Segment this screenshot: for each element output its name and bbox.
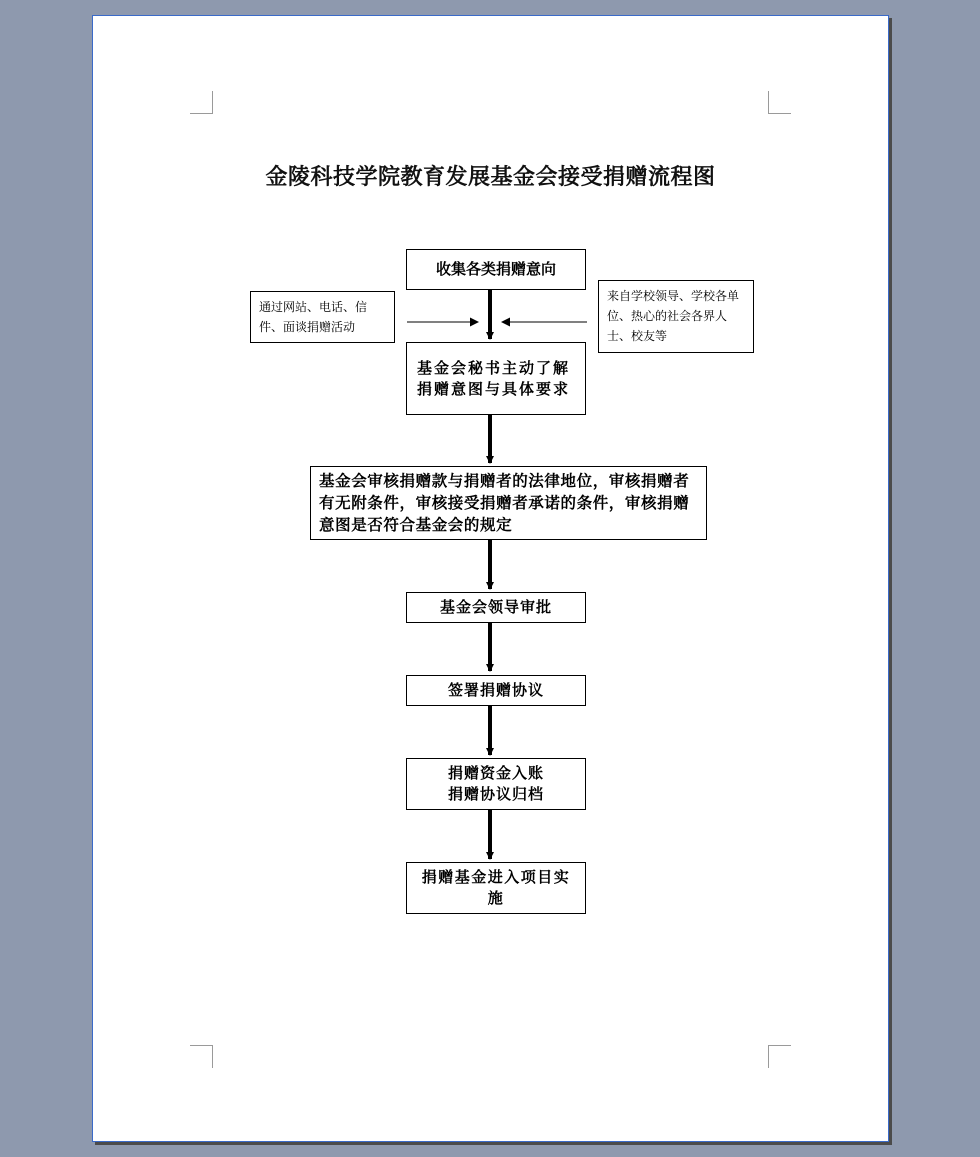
- left-note-text: 通过网站、电话、信件、面谈捐赠活动: [259, 300, 368, 334]
- step-sign-agreement: [406, 675, 586, 706]
- step-leader-approval: [406, 592, 586, 623]
- step-collect-intent-label: 收集各类捐赠意向: [435, 260, 556, 278]
- page-title: 金陵科技学院教育发展基金会接受捐赠流程图: [265, 164, 716, 190]
- step-collect-intent: [406, 249, 586, 290]
- left-note-box: [250, 291, 395, 343]
- step-archive-label: 捐赠协议归档: [447, 785, 544, 803]
- step-leader-approval-label: 基金会领导审批: [439, 598, 552, 616]
- step-project-implementation: [406, 862, 586, 914]
- step-sign-agreement-label: 签署捐赠协议: [447, 681, 544, 699]
- step-foundation-review: [310, 466, 707, 540]
- step-foundation-review-label: 基金会审核捐赠款与捐赠者的法律地位，审核捐赠者有无附条件，审核接受捐赠者承诺的条件，审核捐赠意图是否符合基金会的规定: [319, 471, 690, 534]
- step-secretary-inquiry: [406, 342, 586, 415]
- step-funds-and-archive: [406, 758, 586, 810]
- step-secretary-inquiry-label: 基金会秘书主动了解捐赠意图与具体要求: [417, 358, 571, 398]
- step-funds-label: 捐赠资金入账: [447, 764, 544, 782]
- right-note-box: [598, 280, 754, 353]
- document-page: [92, 15, 889, 1142]
- step-project-implementation-label: 捐赠基金进入项目实施: [421, 868, 571, 907]
- right-note-text: 来自学校领导、学校各单位、热心的社会各界人士、校友等: [607, 289, 740, 343]
- flow-arrows: [93, 16, 888, 1141]
